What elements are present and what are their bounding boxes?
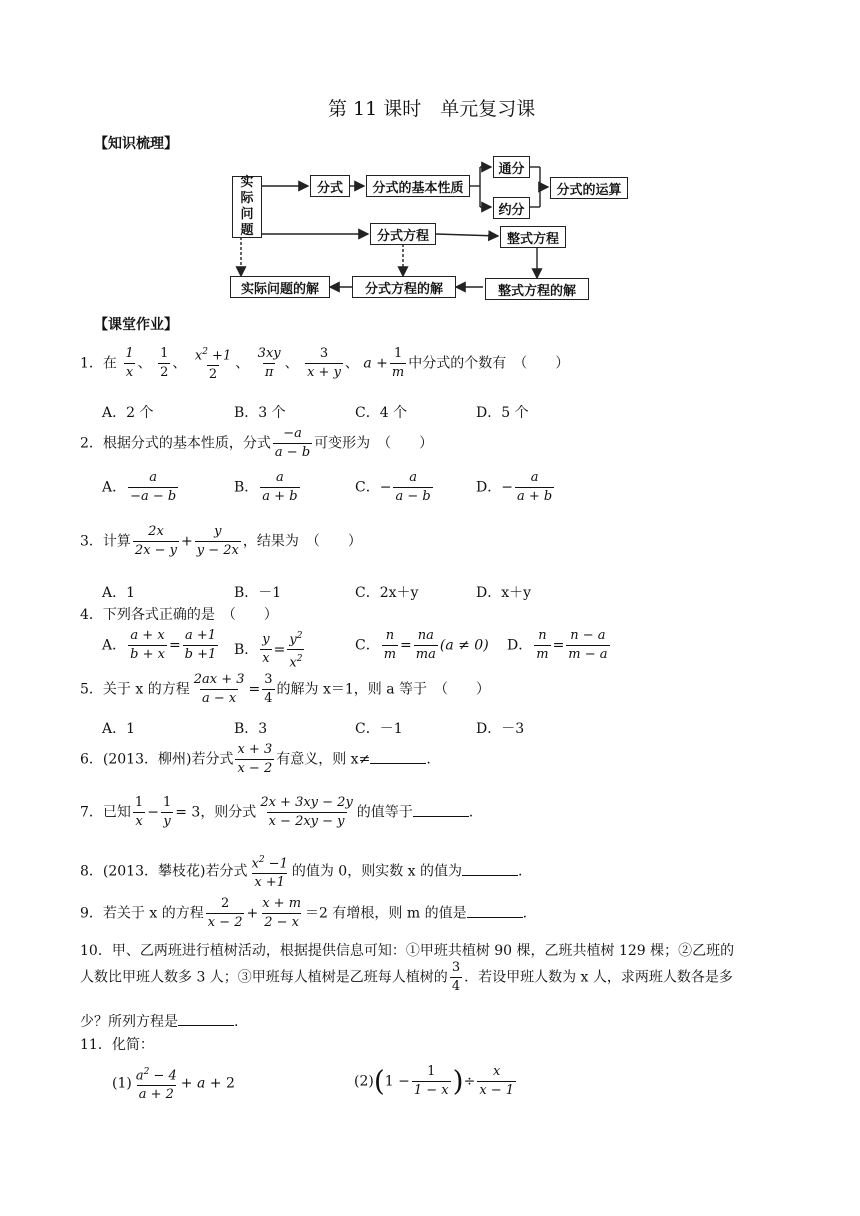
question-7: 7．已知 $\frac{1}{x}$ − $\frac{1}{y}$ = 3，则分式 $\frac{2x + 3xy - 2y}{x - 2xy - y}$ 的值等于 . [80, 795, 474, 829]
node-operation: 分式的运算 [550, 177, 628, 199]
question-11: 11．化简： [80, 1037, 154, 1053]
question-4: 4．下列各式正确的是 （ ） [80, 607, 278, 623]
q5-option-c: C．－1 [355, 721, 403, 737]
answer-blank[interactable] [413, 802, 469, 817]
section-knowledge: 【知识梳理】 [94, 136, 178, 152]
question-10-line-1: 10．甲、乙两班进行植树活动，根据提供信息可知：①甲班共植树 90 棵，乙班共植树 129 棵；②乙班的 [80, 943, 735, 959]
q4-option-a: A． $\frac{a + x}{b + x}$ = $\frac{a +1}{b +1}$ [102, 628, 217, 662]
q4-option-b: B． $\frac{y}{x}$ = $\frac{y^2}{x^2}$ [234, 631, 303, 671]
node-real-solution: 实际问题的解 [230, 276, 330, 298]
question-3: 3．计算 $\frac{2x}{2x - y}$ + $\frac{y}{y - 2x}$ ，结果为 （ ） [80, 524, 362, 558]
node-fraction: 分式 [310, 175, 350, 197]
q5-option-d: D．－3 [476, 721, 525, 737]
q11-part-2: (2)(1 − $\frac{1}{1 - x}$ )÷ $\frac{x}{x - 1}$ [354, 1064, 515, 1098]
node-frac-equation: 分式方程 [370, 223, 436, 245]
q2-option-c: C．− $\frac{a}{a - b}$ [355, 470, 431, 504]
q5-option-b: B．3 [234, 721, 268, 737]
node-real-problem: 实 际 问 题 [232, 176, 262, 238]
answer-blank[interactable] [467, 903, 523, 918]
node-basic-property: 分式的基本性质 [366, 175, 470, 197]
question-1: 1．在 $\frac{1}{x}$ 、 $\frac{1}{2}$ 、 $\frac{x^2 +1}{2}$ 、 $\frac{3xy}{\pi}$ 、 $\frac{3}{x + y}$ 、 a + $\frac{1}{m}$ 中分式的个数有 （ ） [80, 346, 570, 383]
answer-blank[interactable] [178, 1011, 234, 1026]
node-frac-solution: 分式方程的解 [352, 276, 456, 298]
q4-option-c: C． $\frac{n}{m}$ = $\frac{na}{ma}$ (a ≠ 0) [355, 628, 489, 662]
question-5: 5．关于 x 的方程 $\frac{2ax + 3}{a - x}$ = $\frac{3}{4}$ 的解为 x＝1，则 a 等于 （ ） [80, 672, 490, 706]
question-10-line-2: 人数比甲班人数多 3 人；③甲班每人植树是乙班每人植树的 $\frac{3}{4}$ ．若设甲班人数为 x 人，求两班人数各是多 [80, 960, 733, 994]
q5-option-a: A．1 [102, 721, 136, 737]
answer-blank[interactable] [462, 861, 518, 876]
question-9: 9．若关于 x 的方程 $\frac{2}{x - 2}$ + $\frac{x + m}{2 - x}$ ＝2 有增根，则 m 的值是 . [80, 896, 528, 930]
question-10-line-3: 少？所列方程是 . [80, 1011, 238, 1031]
q3-option-d: D．x＋y [476, 585, 532, 601]
q3-option-b: B．－1 [234, 585, 282, 601]
node-int-equation: 整式方程 [500, 226, 566, 248]
q3-option-a: A．1 [102, 585, 136, 601]
question-6: 6．(2013．柳州)若分式 $\frac{x + 3}{x - 2}$ 有意义，则 x≠ . [80, 742, 431, 776]
q2-option-b: B． $\frac{a}{a + b}$ [234, 470, 298, 504]
q2-option-a: A． $\frac{a}{-a - b}$ [102, 470, 177, 504]
page-title: 第 11 课时 单元复习课 [328, 98, 536, 120]
q1-option-b: B．3 个 [234, 405, 286, 421]
node-reduce: 约分 [493, 197, 530, 219]
section-classwork: 【课堂作业】 [94, 317, 178, 333]
q1-option-a: A．2 个 [102, 405, 154, 421]
question-8: 8．(2013．攀枝花)若分式 $\frac{x^2 -1}{x +1}$ 的值为 0，则实数 x 的值为 . [80, 855, 523, 891]
q1-option-c: C．4 个 [355, 405, 408, 421]
node-common-denominator: 通分 [493, 156, 530, 178]
answer-blank[interactable] [370, 749, 426, 764]
q1-option-d: D．5 个 [476, 405, 529, 421]
q3-option-c: C．2x＋y [355, 585, 419, 601]
node-int-solution: 整式方程的解 [485, 278, 589, 300]
diagram-arrows [0, 0, 860, 320]
q2-option-d: D．− $\frac{a}{a + b}$ [476, 470, 553, 504]
q11-part-1: (1) $\frac{a^2 - 4}{a + 2}$ + a + 2 [112, 1067, 235, 1103]
q4-option-d: D． $\frac{n}{m}$ = $\frac{n - a}{m - a}$ [507, 628, 608, 662]
question-2: 2．根据分式的基本性质，分式 $\frac{-a}{a - b}$ 可变形为 （ ） [80, 426, 434, 460]
